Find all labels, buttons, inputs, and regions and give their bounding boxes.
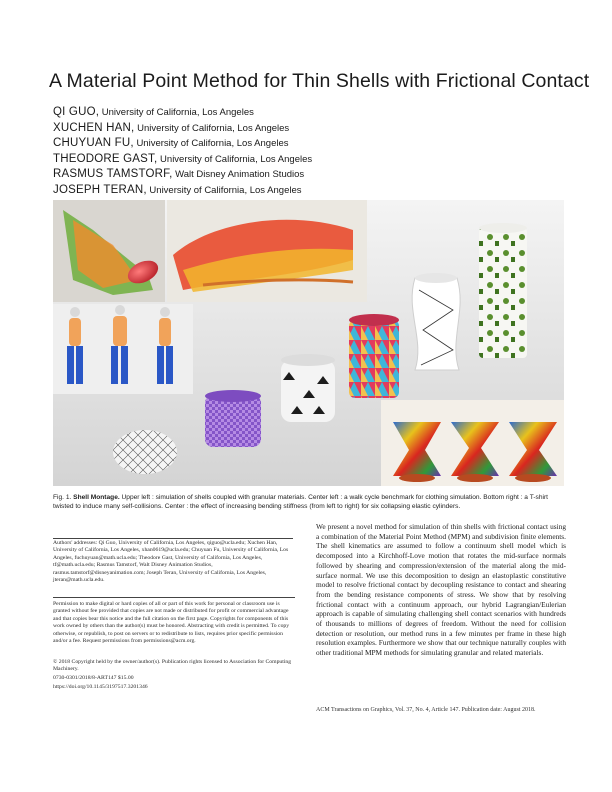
collapsed-cylinder-2 (205, 390, 261, 447)
author-list (53, 106, 553, 200)
caption-bold: Shell Montage. (73, 494, 120, 501)
author-name: XUCHEN HAN, (53, 121, 135, 134)
collapsed-cylinder-3 (281, 354, 335, 422)
author-affiliation: University of California, Los Angeles (160, 153, 313, 165)
author-name: QI GUO, (53, 106, 100, 118)
author-line (53, 106, 553, 122)
abstract: We present a novel method for simulation of thin shells with frictional contact using a combination of the Material Point Method (MPM) and subdivision finite elements. The shell kinematics are assumed to follow a continuum shell model which is decomposed into a Kirchhoff-Love motion that rotates the mid-surface normals followed by shearing and compression/extension of the material along the mid-surface normal. We use this decomposition to design an elastoplastic constitutive model to resolve frictional contact by decoupling resistance to contact and shearing from the bending resistance components of stress. We show that by resolving frictional contact with a continuum approach, our hybrid Lagrangian/Eulerian approach is capable of simulating challenging shell contact scenarios with hundreds of thousands to millions of degrees of freedom. Without the need for collision detection or resolution, our method runs in a few minutes per frame in these high resolution examples. Furthermore we show that our technique naturally couples with other traditional MPM methods for simulating granular and related materials. (316, 522, 566, 658)
journal-footer: ACM Transactions on Graphics, Vol. 37, No. 4, Article 147. Publication date: August 2018. (316, 707, 536, 713)
collapsed-cylinder-4 (349, 314, 399, 398)
author-line (53, 168, 553, 184)
footnote-rule (53, 597, 295, 598)
footnote-rule (53, 538, 293, 539)
author-name: RASMUS TAMSTORF, (53, 168, 173, 181)
collapsed-cylinder-5 (412, 273, 460, 370)
author-line (53, 153, 553, 169)
doi-link[interactable]: https://doi.org/10.1145/3197517.3201346 (53, 684, 148, 690)
author-affiliation: Walt Disney Animation Studios (175, 169, 305, 181)
author-affiliation: University of California, Los Angeles (136, 138, 289, 150)
granular-panel-right (167, 200, 367, 302)
copyright-notice: © 2018 Copyright held by the owner/author(s). Publication rights licensed to Association for Computing Machinery. (53, 659, 292, 673)
collapsed-cylinder-1 (113, 430, 177, 474)
author-name: JOSEPH TERAN, (53, 183, 147, 196)
figure-caption (53, 493, 563, 511)
teaser-render (53, 200, 564, 486)
author-line (53, 137, 553, 153)
paper-title: A Material Point Method for Thin Shells with Frictional Contact (49, 70, 590, 92)
author-name: CHUYUAN FU, (53, 137, 134, 150)
author-affiliation: University of California, Los Angeles (101, 107, 254, 118)
author-affiliation: University of California, Los Angeles (137, 122, 290, 134)
author-addresses: Authors' addresses: Qi Guo, University of California, Los Angeles, qiguo@ucla.edu; Xuchen Han, University of California, Los Angeles, xhan0619@ucla.edu; Chuyuan Fu, University of California, Los Angeles, fuchuyuan@math.ucla.edu; Theodore Gast, University of California, Los Angeles, tf@math.ucla.edu; Rasmus Tamstorf, Walt Disney Animation Studios, rasmus.tamstorf@disneyanimation.com; Joseph Teran, University of California, Los Angeles, jteran@math.ucla.edu. (53, 540, 289, 584)
granular-panel-left (53, 200, 165, 302)
caption-text: Upper left : simulation of shells coupled with granular materials. Center left : a walk cycle benchmark for clothing simulation. Bottom right : a T-shirt twisted to induce many self-collisions. Center : the effect of increasing bending stiffness (from left to right) for six collapsing elastic cylinders. (53, 494, 549, 510)
teaser-figure (53, 200, 564, 486)
author-affiliation: University of California, Los Angeles (149, 184, 302, 196)
walk-cycle-panel (53, 304, 193, 394)
author-line (53, 184, 553, 200)
collapsed-cylinder-6 (479, 223, 527, 358)
author-line (53, 122, 553, 138)
issn: 0730-0301/2018/8-ART147 $15.00 (53, 675, 134, 681)
caption-label: Fig. 1. (53, 494, 72, 501)
author-name: THEODORE GAST, (53, 152, 158, 165)
permission-notice: Permission to make digital or hard copies of all or part of this work for personal or classroom use is granted without fee provided that copies are not made or distributed for profit or commercial advantage and that copies bear this notice and the full citation on the first page. Copyrights for components of this work owned by others than the author(s) must be honored. Abstracting with credit is permitted. To copy otherwise, or republish, to post on servers or to redistribute to lists, requires prior specific permission and/or a fee. Request permissions from permissions@acm.org. (53, 601, 290, 645)
tshirt-panel (381, 400, 564, 486)
